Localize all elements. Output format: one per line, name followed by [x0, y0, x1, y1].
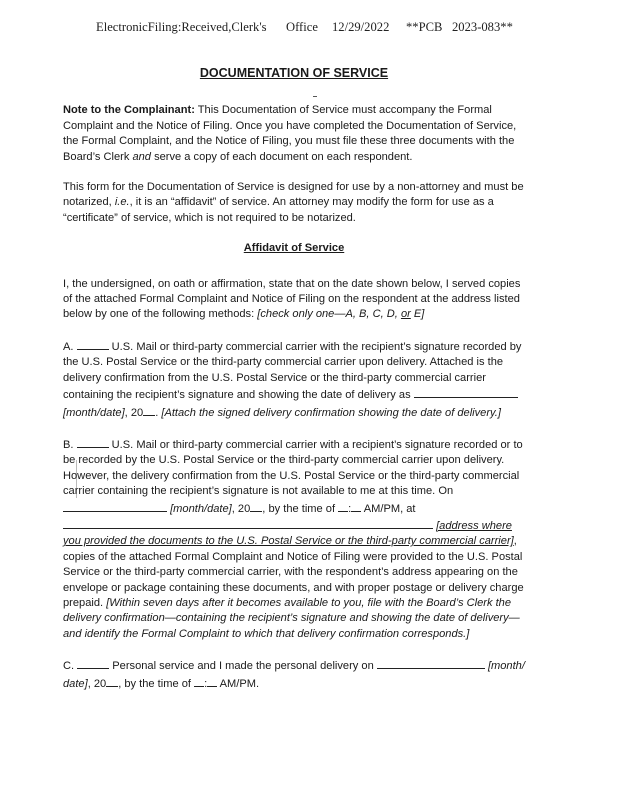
note-label: Note to the Complainant: — [63, 104, 195, 117]
option-a-paragraph: A. U.S. Mail or third-party commercial carrier with the recipient’s signature recorded by the U.S. Postal Service or the third-party commercial carrier upon delivery. Attached is the delivery confirmation from the U.S. Postal Service or the third-party commercial carrier containing the recipient’s signature and showing the date of delivery as [month/date], 20 . [Attach the signed delivery confirmation showing the date of delivery.] — [63, 338, 525, 421]
option-c-date-blank[interactable] — [377, 657, 485, 669]
affidavit-intro-paragraph — [63, 277, 525, 323]
option-a-instruction: [Attach the signed delivery confirmation showing the date of delivery.] — [161, 406, 501, 419]
option-b-year-blank[interactable] — [250, 500, 262, 512]
option-a-letter: A. — [63, 340, 74, 353]
option-c-paragraph: C. Personal service and I made the personal delivery on [month/ date], 20 , by the time of : AM/PM. — [63, 657, 525, 692]
affidavit-title: Affidavit of Service — [243, 242, 345, 255]
option-a-text: U.S. Mail or third-party commercial carrier with the recipient’s signature recorded by the U.S. Postal Service or the third-party commercial carrier upon delivery. Attached is the delivery confirmation from the U.S. Postal Service or the third-party commercial carrier containing the recipient’s signature and showing the date of delivery as — [63, 340, 522, 402]
affidavit-intro-or: or — [400, 308, 411, 321]
document-body — [63, 66, 525, 707]
option-b-address-blank[interactable] — [63, 517, 433, 529]
electronic-filing-stamp — [96, 20, 558, 35]
affidavit-intro-text: I, the undersigned, on oath or affirmation, state that on the date shown below, I served copies of the attached Formal Complaint and Notice of Filing on the respondent at the address listed below by one of the following methods: — [63, 277, 521, 321]
option-c-year-blank[interactable] — [106, 675, 118, 687]
option-c-hour-blank[interactable] — [194, 675, 204, 687]
option-c-year: , 20 — [87, 677, 107, 690]
note-paragraph — [63, 103, 525, 165]
option-a-checkbox-blank[interactable] — [77, 338, 109, 350]
stamp-case-number: 2023-083** — [452, 20, 513, 34]
option-a-month-date: [month/date] — [63, 406, 125, 419]
option-a-date-blank[interactable] — [414, 386, 518, 398]
option-b-date-blank[interactable] — [63, 500, 167, 512]
form-intro-text-a: This form for the Documentation of Service is designed for use by a non-attorney and must be notarized, — [63, 181, 524, 209]
stamp-case: **PCB — [406, 20, 443, 34]
stamp-office: Office — [286, 20, 318, 34]
option-a-year: , 20 — [124, 406, 144, 419]
note-and: and — [132, 150, 151, 163]
stamp-date: 12/29/2022 — [332, 20, 390, 34]
note-text-b: serve a copy of each document on each respondent. — [150, 150, 413, 163]
affidavit-intro-end: E] — [410, 308, 425, 321]
option-b-ampm: AM/PM, at — [363, 502, 416, 515]
option-b-checkbox-blank[interactable] — [77, 436, 109, 448]
option-b-text-2: , copies of the attached Formal Complaint and Notice of Filing were provided to the U.S. Postal Service or the third-party commercial carrier, with the respondent’s address appearing on the envelope or package containing these documents, and with proper postage or delivery charge prepaid. — [63, 535, 524, 609]
option-b-month-date: [month/date] — [170, 502, 232, 515]
option-c-letter: C. — [63, 660, 75, 673]
option-a-year-blank[interactable] — [143, 404, 155, 416]
option-c-minute-blank[interactable] — [207, 675, 217, 687]
form-intro-text-b: , it is an “affidavit” of service. An attorney may modify the form for use as a “certificate” of service, which is not required to be notarized. — [63, 196, 494, 224]
form-intro-paragraph — [63, 180, 525, 226]
option-b-time-label: , by the time of — [262, 502, 336, 515]
note-text-a: This Documentation of Service must accompany the Formal Complaint and the Notice of Filing. Once you have completed the Documentation of Service, the Formal Complaint, and the Notice of Filing, you must file these three documents with the Board’s Clerk — [63, 104, 517, 163]
option-b-year: , 20 — [231, 502, 251, 515]
option-c-checkbox-blank[interactable] — [77, 657, 109, 669]
form-intro-ie: i.e. — [114, 196, 130, 209]
page-title: DOCUMENTATION OF SERVICE — [199, 66, 389, 80]
option-b-address-note: [address where you provided the documents to the U.S. Postal Service or the third-party commercial carrier] — [63, 519, 514, 548]
option-b-minute-blank[interactable] — [351, 500, 361, 512]
affidavit-intro-check: [check only one—A, B, C, D, — [257, 308, 401, 321]
option-b-paragraph: B. U.S. Mail or third-party commercial carrier with a recipient’s signature recorded or to be recorded by the U.S. Postal Service or the third-party commercial carrier upon delivery. However, the delivery confirmation from the U.S. Postal Service or the third-party commercial carrier containing the recipient’s signature is not available to me at this time. On [month/date], 20 , by the time of : AM/PM, at [address where you provided the documents to the U.S. Postal Service or the third-party commercial carrier], copies of the attached Formal Complaint and Notice of Filing were provided to the U.S. Postal Service or the third-party commercial carrier, with the respondent’s address appearing on the envelope or package containing these documents, and with proper postage or delivery charge prepaid. [Within seven days after it becomes available to you, file with the Board’s Clerk the delivery confirmation—containing the recipient’s signature and showing the date of delivery—and identify the Formal Complaint to which that delivery confirmation corresponds.] — [63, 436, 525, 642]
option-b-letter: B. — [63, 438, 74, 451]
stamp-filing: ElectronicFiling:Received,Clerk's — [96, 20, 267, 34]
option-c-time-label: , by the time of — [118, 677, 191, 690]
option-c-text: Personal service and I made the personal delivery on — [112, 660, 374, 673]
option-b-instruction: [Within seven days after it becomes available to you, file with the Board’s Clerk the delivery confirmation—containing the recipient’s signature and showing the date of delivery—and identify the Formal Complaint to which that delivery confirmation corresponds.] — [63, 596, 520, 640]
option-c-month-date: [month/ date] — [63, 660, 525, 690]
option-b-hour-blank[interactable] — [338, 500, 348, 512]
option-b-text: U.S. Mail or third-party commercial carrier with a recipient’s signature recorded or to be recorded by the U.S. Postal Service or the third-party commercial carrier upon delivery. However, the delivery confirmation from the U.S. Postal Service or the third-party commercial carrier containing the recipient’s signature is not available to me at this time. On — [63, 438, 523, 498]
option-c-ampm: AM/PM. — [219, 677, 260, 690]
